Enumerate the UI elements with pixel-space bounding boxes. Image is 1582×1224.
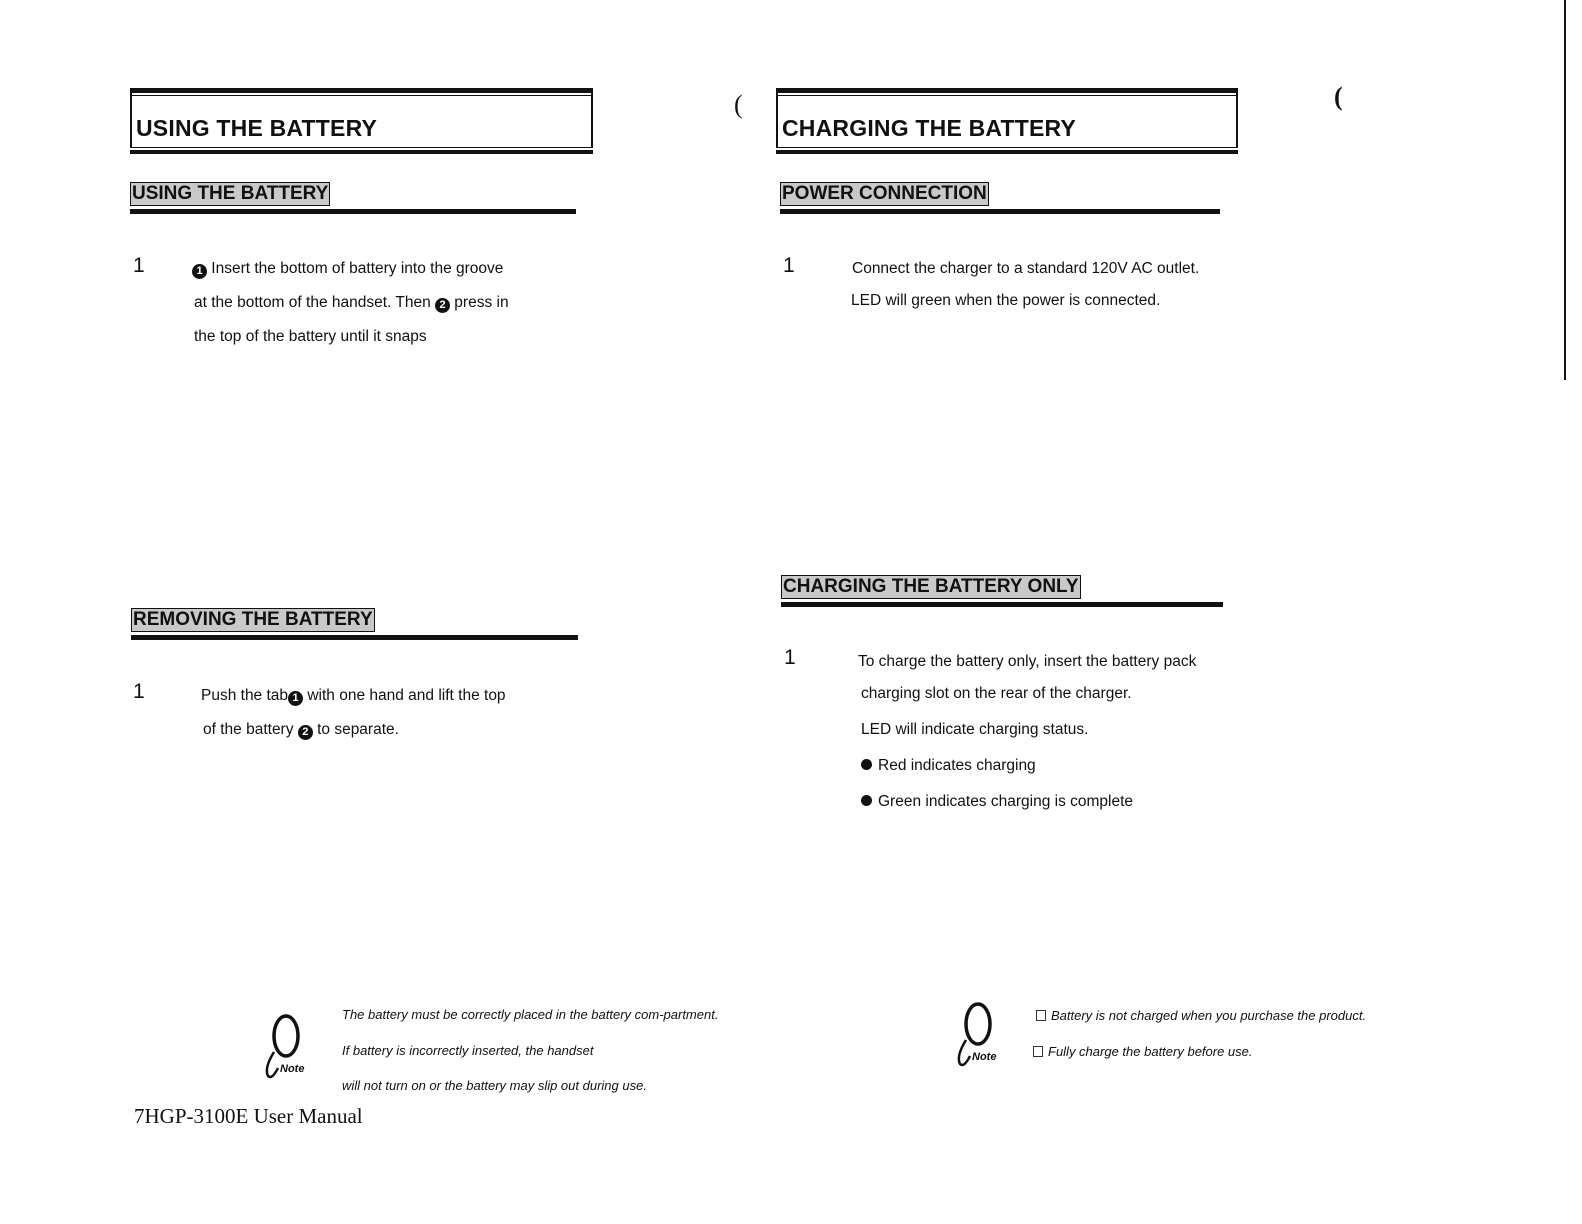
left-page-title: USING THE BATTERY — [136, 115, 378, 141]
note-icon — [950, 1000, 1006, 1070]
section-heading-power: POWER CONNECTION — [782, 183, 987, 204]
section-rule — [130, 209, 576, 214]
note-icon — [258, 1012, 314, 1082]
section-rule — [780, 209, 1220, 214]
instruction-line: To charge the battery only, insert the battery pack — [858, 653, 1197, 670]
right-title-box — [776, 88, 1238, 148]
scan-mark: ( — [1334, 82, 1343, 111]
checkbox-glyph-icon — [1036, 1010, 1046, 1021]
right-page-title: CHARGING THE BATTERY — [782, 115, 1077, 141]
note-text: The battery must be correctly placed in the battery com-partment. — [342, 1007, 719, 1022]
step-number: 1 — [133, 254, 145, 277]
note-text: Battery is not charged when you purchase the product. — [1036, 1008, 1366, 1023]
instruction-line: Push the tab 1 with one hand and lift the top — [201, 687, 506, 704]
step-marker-2-icon: 2 — [435, 298, 450, 313]
step-number: 1 — [783, 254, 795, 277]
step-number: 1 — [133, 680, 145, 703]
instruction-line: Connect the charger to a standard 120V AC outlet. — [852, 260, 1200, 277]
section-heading-charging-only: CHARGING THE BATTERY ONLY — [783, 576, 1079, 597]
step-marker-1-icon: 1 — [192, 264, 207, 279]
instruction-line: at the bottom of the handset. Then 2 press in — [194, 294, 509, 311]
instruction-line: LED will indicate charging status. — [861, 721, 1089, 738]
checkbox-glyph-icon — [1033, 1046, 1043, 1057]
page-footer: 7HGP-3100E User Manual — [134, 1104, 363, 1128]
instruction-line: LED will green when the power is connected. — [851, 292, 1161, 309]
note-text: Fully charge the battery before use. — [1033, 1044, 1253, 1059]
bullet-icon — [861, 759, 872, 770]
instruction-line: of the battery 2 to separate. — [203, 721, 399, 738]
step-number: 1 — [784, 646, 796, 669]
note-text: will not turn on or the battery may slip out during use. — [342, 1078, 647, 1093]
step-marker-1-icon: 1 — [288, 691, 303, 706]
instruction-line: the top of the battery until it snaps — [194, 328, 427, 345]
scan-mark: ( — [734, 90, 743, 119]
svg-text:Note: Note — [972, 1051, 997, 1063]
instruction-line: 1 Insert the bottom of battery into the groove — [192, 260, 503, 279]
left-title-box — [130, 88, 593, 148]
page-edge-line — [1564, 0, 1566, 380]
note-text: If battery is incorrectly inserted, the handset — [342, 1043, 594, 1058]
bullet-icon — [861, 795, 872, 806]
section-rule — [131, 635, 578, 640]
svg-text:Note: Note — [280, 1063, 305, 1075]
section-heading-removing: REMOVING THE BATTERY — [133, 609, 373, 630]
bullet-item: Red indicates charging — [861, 757, 1036, 775]
instruction-line: charging slot on the rear of the charger. — [861, 685, 1132, 702]
step-marker-2-icon: 2 — [298, 725, 313, 740]
section-heading-using: USING THE BATTERY — [132, 183, 329, 204]
bullet-item: Green indicates charging is complete — [861, 793, 1133, 811]
section-rule — [781, 602, 1223, 607]
